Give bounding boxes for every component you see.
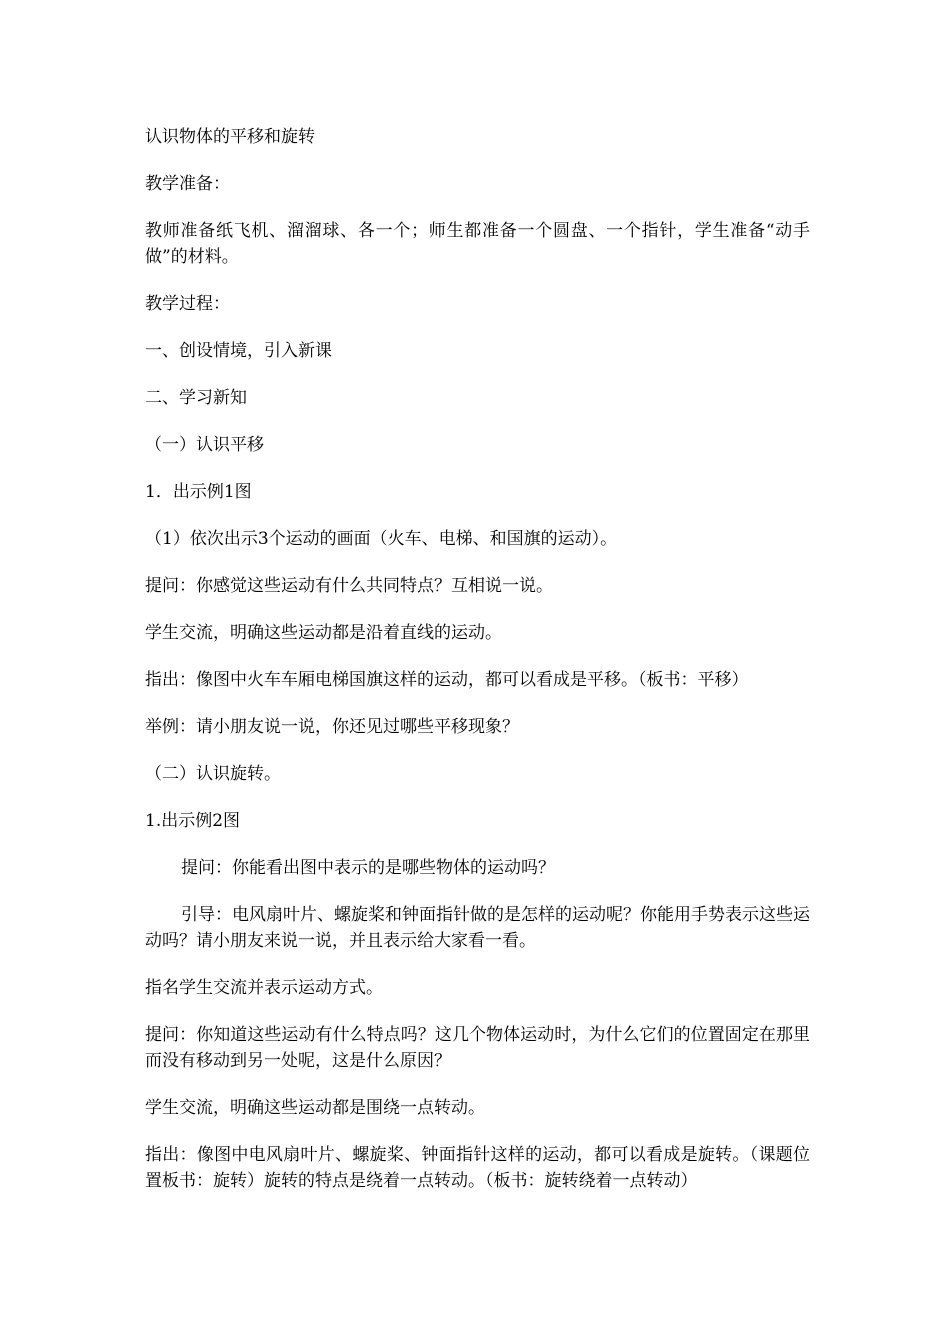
paragraph-student-exchange-2: 学生交流，明确这些运动都是围绕一点转动。 bbox=[145, 1098, 485, 1118]
paragraph-point-out-2: 指出：像图中电风扇叶片、螺旋桨、钟面指针这样的运动，都可以看成是旋转。（课题位置板书：旋转）旋转的特点是绕着一点转动。（板书：旋转绕着一点转动） bbox=[145, 1145, 810, 1191]
paragraph-show-scenes: （1）依次出示3个运动的画面（火车、电梯、和国旗的运动）。 bbox=[145, 529, 618, 549]
paragraph-process-heading: 教学过程： bbox=[145, 294, 230, 314]
paragraph-prep-detail: 教师准备纸飞机、溜溜球、各一个；师生都准备一个圆盘、一个指针，学生准备“动手做”的材料。 bbox=[145, 221, 810, 267]
paragraph-section-2: 二、学习新知 bbox=[145, 388, 247, 408]
paragraph-guide: 引导：电风扇叶片、螺旋桨和钟面指针做的是怎样的运动呢？你能用手势表示这些运动吗？请小朋友来说一说，并且表示给大家看一看。 bbox=[145, 905, 810, 951]
paragraph-section-1: 一、创设情境，引入新课 bbox=[145, 341, 332, 361]
paragraph-student-exchange-1: 学生交流，明确这些运动都是沿着直线的运动。 bbox=[145, 623, 502, 643]
paragraph-example-2: 1.出示例2图 bbox=[145, 811, 241, 831]
paragraph-example-1: 1．出示例1图 bbox=[145, 482, 252, 502]
paragraph-student-demo: 指名学生交流并表示运动方式。 bbox=[145, 978, 383, 998]
paragraph-subsection-rotation: （二）认识旋转。 bbox=[145, 764, 281, 784]
document-title: 认识物体的平移和旋转 bbox=[145, 127, 315, 147]
paragraph-point-out-1: 指出：像图中火车车厢电梯国旗这样的运动，都可以看成是平移。（板书：平移） bbox=[145, 670, 749, 690]
paragraph-question-3: 提问：你知道这些运动有什么特点吗？这几个物体运动时，为什么它们的位置固定在那里而没有移动到另一处呢，这是什么原因？ bbox=[145, 1025, 810, 1071]
paragraph-prep-heading: 教学准备： bbox=[145, 174, 230, 194]
document-body bbox=[145, 124, 810, 1215]
paragraph-question-1: 提问：你感觉这些运动有什么共同特点？互相说一说。 bbox=[145, 576, 553, 596]
paragraph-question-2: 提问：你能看出图中表示的是哪些物体的运动吗？ bbox=[181, 858, 555, 878]
paragraph-subsection-translation: （一）认识平移 bbox=[145, 435, 264, 455]
paragraph-examples: 举例：请小朋友说一说，你还见过哪些平移现象？ bbox=[145, 717, 519, 737]
